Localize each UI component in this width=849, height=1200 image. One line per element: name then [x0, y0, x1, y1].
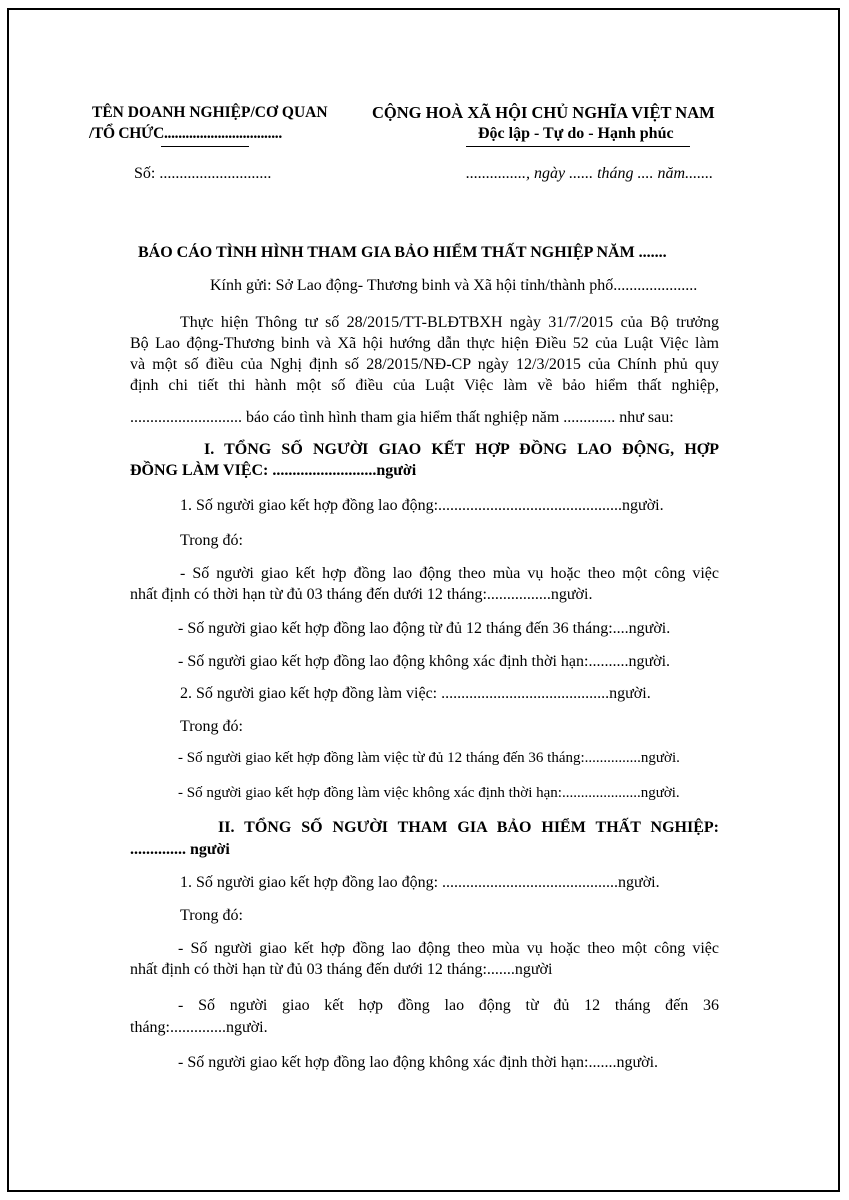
document-number: Số: ............................ [134, 165, 272, 182]
intro-line: và một số điều của Nghị định số 28/2015/NĐ-CP ngày 12/3/2015 của Chính phủ quy [130, 356, 719, 373]
section2-item1: 1. Số người giao kết hợp đồng lao động: ............................................người. [180, 874, 660, 891]
in-which-label: Trong đó: [180, 718, 243, 735]
section2-item1-a: - Số người giao kết hợp đồng lao động theo mùa vụ hoặc theo một công việc [178, 940, 719, 957]
in-which-label: Trong đó: [180, 907, 243, 924]
section1-item1-a: - Số người giao kết hợp đồng lao động theo mùa vụ hoặc theo một công việc [180, 565, 719, 582]
section1-item1-c: - Số người giao kết hợp đồng lao động không xác định thời hạn:..........người. [178, 653, 671, 670]
recipient-line: Kính gửi: Sở Lao động- Thương binh và Xã hội tỉnh/thành phố..................... [210, 277, 698, 294]
report-title: BÁO CÁO TÌNH HÌNH THAM GIA BẢO HIỂM THẤT NGHIỆP NĂM ....... [138, 244, 667, 261]
organization-underline [161, 146, 249, 147]
organization-name-line1: TÊN DOANH NGHIỆP/CƠ QUAN [92, 104, 328, 121]
section2-item1-b-cont: tháng:..............người. [130, 1019, 268, 1036]
section1-item2-a: - Số người giao kết hợp đồng làm việc từ đủ 12 tháng đến 36 tháng:...............người. [178, 750, 680, 766]
intro-line: ............................ báo cáo tình hình tham gia hiểm thất nghiệp năm ............. như sau: [130, 409, 674, 426]
in-which-label: Trong đó: [180, 532, 243, 549]
section2-heading: II. TỔNG SỐ NGƯỜI THAM GIA BẢO HIỂM THẤT NGHIỆP: [218, 819, 719, 836]
section1-item2: 2. Số người giao kết hợp đồng làm việc: ..........................................người. [180, 685, 651, 702]
section1-item1: 1. Số người giao kết hợp đồng lao động:..............................................người. [180, 497, 664, 514]
section1-heading-cont: ĐỒNG LÀM VIỆC: ..........................người [130, 462, 417, 479]
section2-heading-cont: .............. người [130, 841, 230, 858]
section1-item2-b: - Số người giao kết hợp đồng làm việc không xác định thời hạn:.....................người. [178, 785, 680, 801]
section1-item1-b: - Số người giao kết hợp đồng lao động từ đủ 12 tháng đến 36 tháng:....người. [178, 620, 671, 637]
document-date: ..............., ngày ...... tháng .... năm....... [466, 165, 714, 182]
nation-title: CỘNG HOÀ XÃ HỘI CHỦ NGHĨA VIỆT NAM [372, 103, 715, 122]
intro-line: Thực hiện Thông tư số 28/2015/TT-BLĐTBXH ngày 31/7/2015 của Bộ trưởng [180, 314, 719, 331]
motto-underline [466, 146, 690, 147]
section1-item1-a-cont: nhất định có thời hạn từ đủ 03 tháng đến dưới 12 tháng:................người. [130, 586, 593, 603]
section2-item1-c: - Số người giao kết hợp đồng lao động không xác định thời hạn:.......người. [178, 1054, 659, 1071]
intro-line: Bộ Lao động-Thương binh và Xã hội hướng dẫn thực hiện Điều 52 của Luật Việc làm [130, 335, 719, 352]
intro-line: định chi tiết thi hành một số điều của Luật Việc làm về bảo hiểm thất nghiệp, [130, 377, 719, 394]
national-motto: Độc lập - Tự do - Hạnh phúc [478, 125, 674, 142]
organization-name-line2: /TỔ CHỨC................................. [89, 125, 282, 142]
section1-heading: I. TỔNG SỐ NGƯỜI GIAO KẾT HỢP ĐỒNG LAO ĐỘNG, HỢP [204, 441, 719, 458]
section2-item1-a-cont: nhất định có thời hạn từ đủ 03 tháng đến dưới 12 tháng:.......người [130, 961, 553, 978]
section2-item1-b: - Số người giao kết hợp đồng lao động từ đủ 12 tháng đến 36 [178, 997, 719, 1014]
